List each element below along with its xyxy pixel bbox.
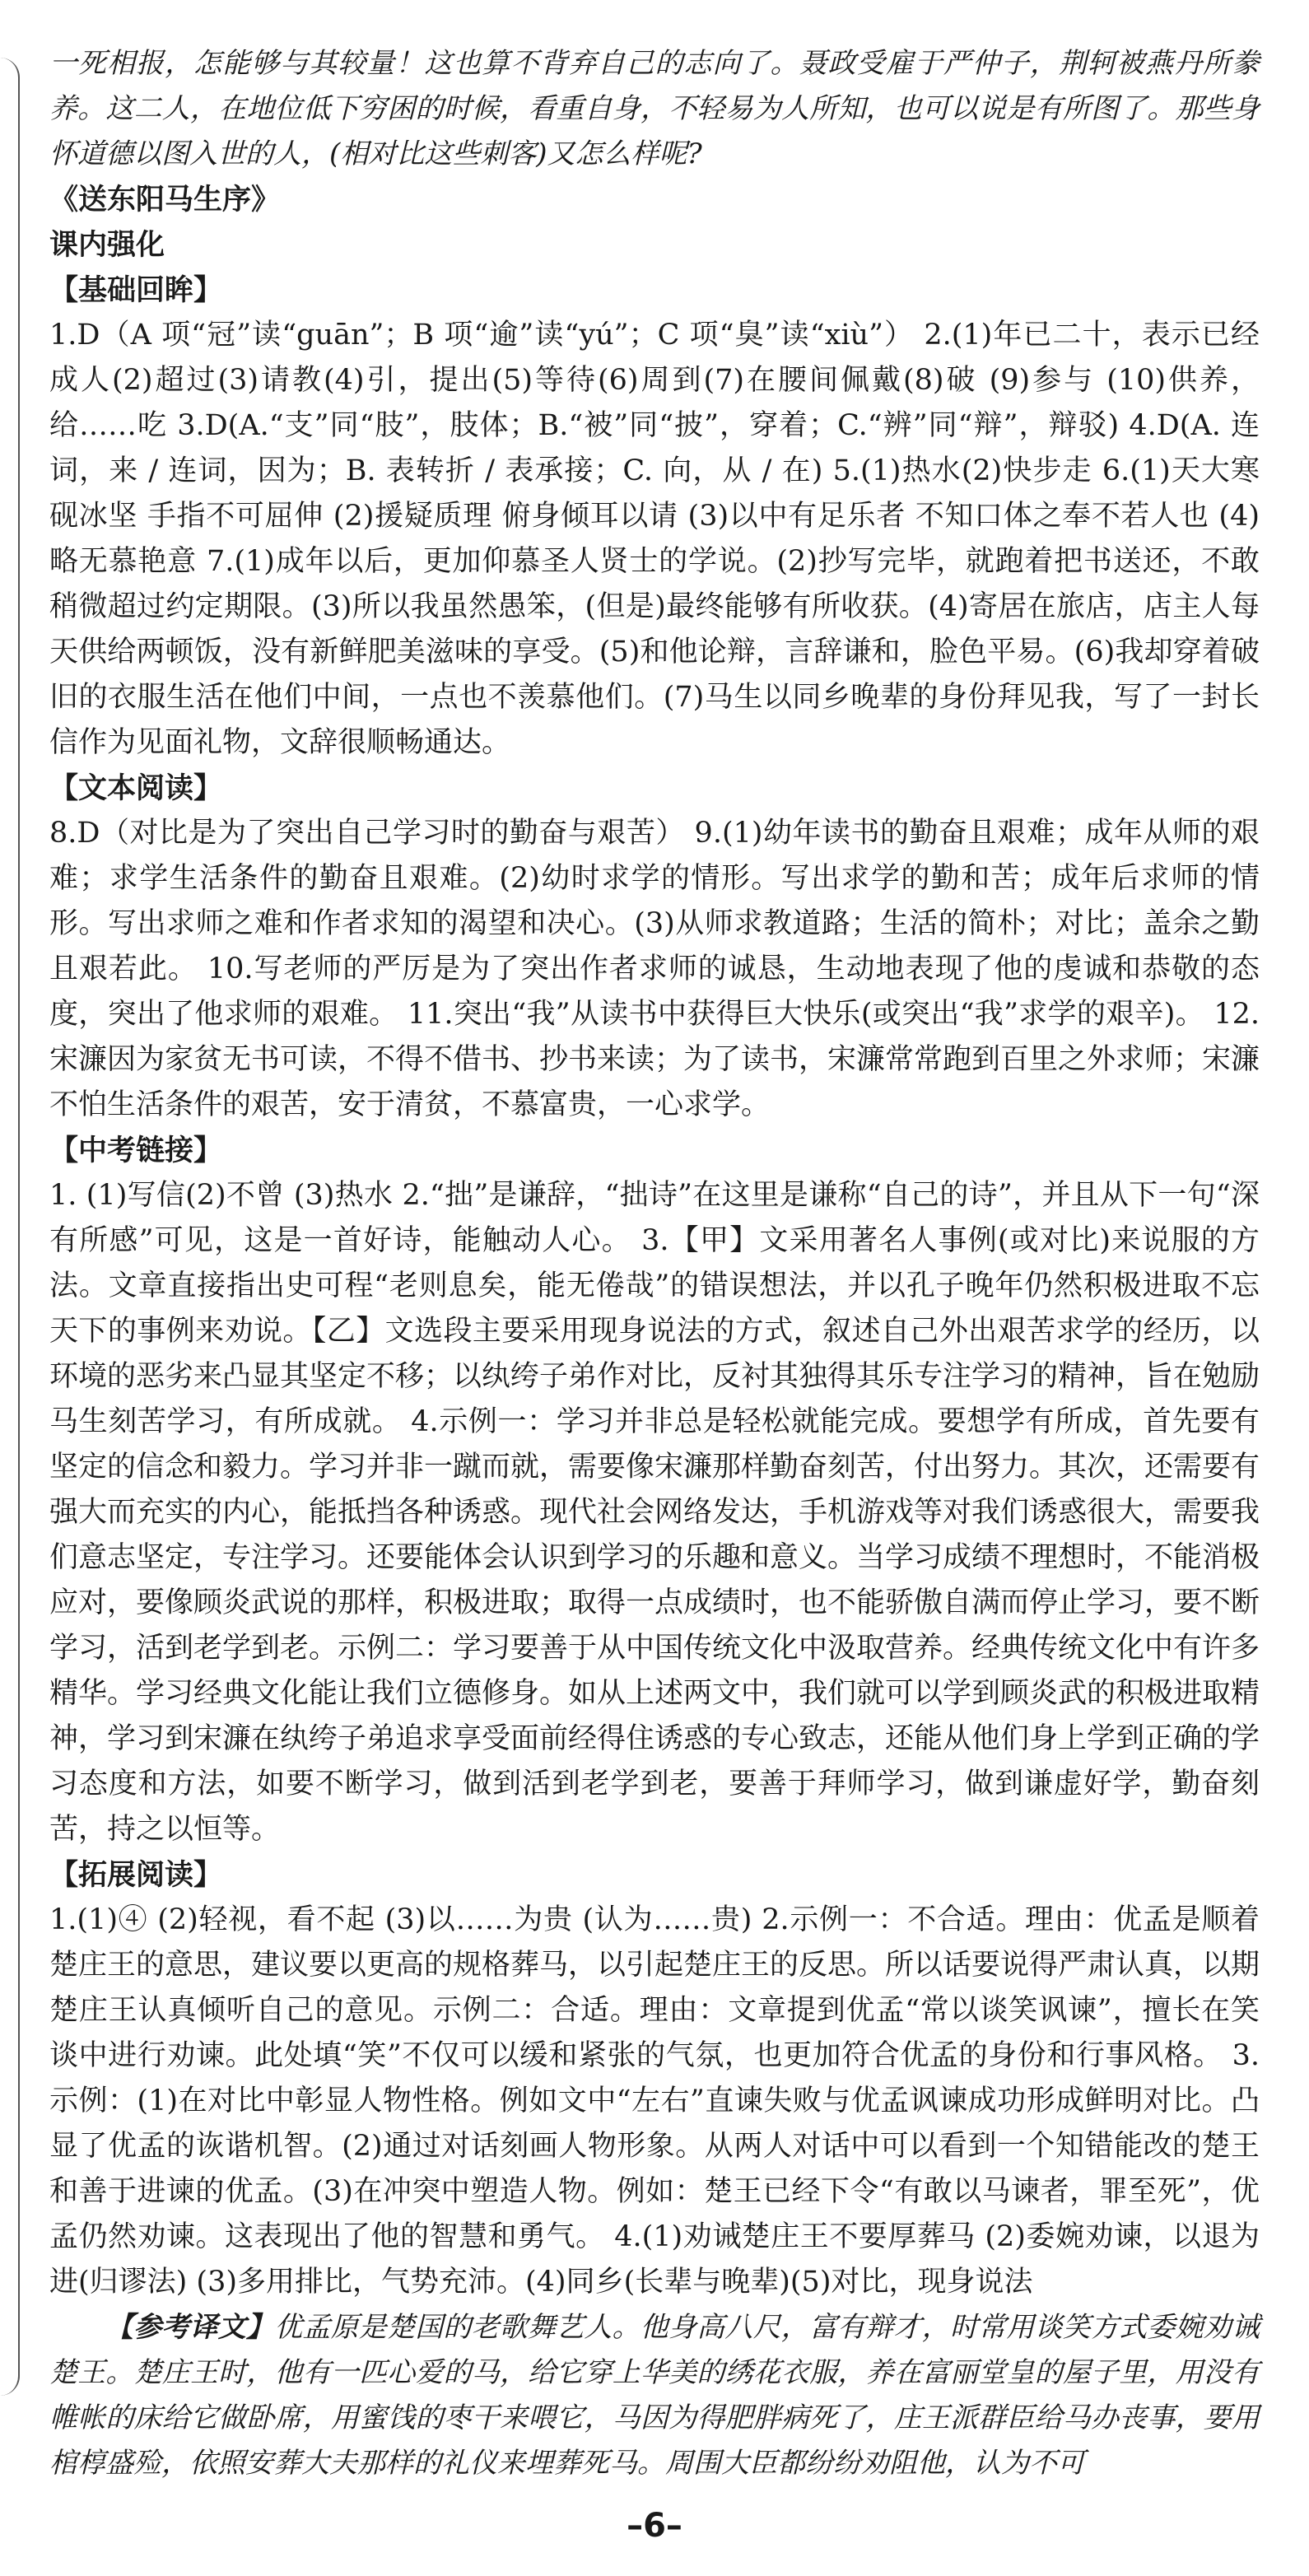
heading-text-reading: 【文本阅读】 — [49, 771, 223, 805]
reference-label: 【参考译文】 — [105, 2311, 275, 2344]
intro-translation: 一死相报，怎能够与其较量！这也算不背弃自己的志向了。聂政受雇于严仲子，荆轲被燕丹所豢养。这二人，在地位低下穷困的时候，看重自身，不轻易为人所知，也可以说是有所图了。那些身怀道德以图入世的人，(相对比这些刺客)又怎么样呢? — [49, 47, 1260, 170]
heading-exam-link: 【中考链接】 — [49, 1134, 223, 1167]
reference-text: 优孟原是楚国的老歌舞艺人。他身高八尺，富有辩才，时常用谈笑方式委婉劝诫楚王。楚庄王时，他有一匹心爱的马，给它穿上华美的绣花衣服，养在富丽堂皇的屋子里，用没有帷帐的床给它做卧席，用蜜饯的枣干来喂它，马因为得肥胖病死了，庄王派群臣给马办丧事，要用棺椁盛殓，依照安葬大夫那样的礼仪来埋葬死马。周围大臣都纷纷劝阻他，认为不可 — [49, 2311, 1260, 2480]
section-subtitle: 课内强化 — [49, 228, 165, 262]
article-title: 《送东阳马生序》 — [49, 183, 281, 217]
heading-basic-review: 【基础回眸】 — [49, 273, 223, 307]
answers-exam-link: 1. (1)写信(2)不曾 (3)热水 2.“拙”是谦辞，“拙诗”在这里是谦称“自己的诗”，并且从下一句“深有所感”可见，这是一首好诗，能触动人心。 3.【甲】文采用著名人事例(或对比)来说服的方法。文章直接指出史可程“老则息矣，能无倦哉”的错误想法，并以孔子晚年仍然积极进取不忘天下的事例来劝说。【乙】文选段主要采用现身说法的方式，叙述自己外出艰苦求学的经历，以环境的恶劣来凸显其坚定不移；以纨绔子弟作对比，反衬其独得其乐专注学习的精神，旨在勉励马生刻苦学习，有所成就。 4.示例一：学习并非总是轻松就能完成。要想学有所成，首先要有坚定的信念和毅力。学习并非一蹴而就，需要像宋濂那样勤奋刻苦，付出努力。其次，还需要有强大而充实的内心，能抵挡各种诱惑。现代社会网络发达，手机游戏等对我们诱惑很大，需要我们意志坚定，专注学习。还要能体会认识到学习的乐趣和意义。当学习成绩不理想时，不能消极应对，要像顾炎武说的那样，积极进取；取得一点成绩时，也不能骄傲自满而停止学习，要不断学习，活到老学到老。示例二：学习要善于从中国传统文化中汲取营养。经典传统文化中有许多精华。学习经典文化能让我们立德修身。如从上述两文中，我们就可以学到顾炎武的积极进取精神，学习到宋濂在纨绔子弟追求享受面前经得住诱惑的专心致志，还能从他们身上学到正确的学习态度和方法，如要不断学习，做到活到老学到老，要善于拜师学习，做到谦虚好学，勤奋刻苦，持之以恒等。 — [49, 1179, 1260, 1846]
page-content — [49, 41, 1260, 2486]
reference-translation — [49, 2305, 1260, 2486]
answers-basic-review: 1.D（A 项“冠”读“guān”；B 项“逾”读“yú”；C 项“臭”读“xiù”） 2.(1)年已二十，表示已经成人(2)超过(3)请教(4)引，提出(5)等待(6)周到(7)在腰间佩戴(8)破 (9)参与 (10)供养，给……吃 3.D(A.“支”同“肢”，肢体；B.“被”同“披”，穿着；C.“辨”同“辩”，辩驳) 4.D(A. 连词，来 / 连词，因为；B. 表转折 / 表承接；C. 向，从 / 在) 5.(1)热水(2)快步走 6.(1)天大寒 砚冰坚 手指不可屈伸 (2)援疑质理 俯身倾耳以请 (3)以中有足乐者 不知口体之奉不若人也 (4)略无慕艳意 7.(1)成年以后，更加仰慕圣人贤士的学说。(2)抄写完毕，就跑着把书送还，不敢稍微超过约定期限。(3)所以我虽然愚笨，(但是)最终能够有所收获。(4)寄居在旅店，店主人每天供给两顿饭，没有新鲜肥美滋味的享受。(5)和他论辩，言辞谦和，脸色平易。(6)我却穿着破旧的衣服生活在他们中间，一点也不羡慕他们。(7)马生以同乡晚辈的身份拜见我，写了一封长信作为见面礼物，文辞很顺畅通达。 — [49, 319, 1260, 759]
margin-bracket — [0, 58, 20, 2396]
answers-extended-reading: 1.(1)④ (2)轻视，看不起 (3)以……为贵 (认为……贵) 2.示例一：不合适。理由：优孟是顺着楚庄王的意思，建议要以更高的规格葬马，以引起楚庄王的反思。所以话要说得严肃认真，以期楚庄王认真倾听自己的意见。示例二：合适。理由：文章提到优孟“常以谈笑讽谏”，擅长在笑谈中进行劝谏。此处填“笑”不仅可以缓和紧张的气氛，也更加符合优孟的身份和行事风格。 3.示例：(1)在对比中彰显人物性格。例如文中“左右”直谏失败与优孟讽谏成功形成鲜明对比。凸显了优孟的诙谐机智。(2)通过对话刻画人物形象。从两人对话中可以看到一个知错能改的楚王和善于进谏的优孟。(3)在冲突中塑造人物。例如：楚王已经下令“有敢以马谏者，罪至死”，优孟仍然劝谏。这表现出了他的智慧和勇气。 4.(1)劝诫楚庄王不要厚葬马 (2)委婉劝谏，以退为进(归谬法) (3)多用排比，气势充沛。(4)同乡(长辈与晚辈)(5)对比，现身说法 — [49, 1903, 1260, 2299]
answers-text-reading: 8.D（对比是为了突出自己学习时的勤奋与艰苦） 9.(1)幼年读书的勤奋且艰难；成年从师的艰难；求学生活条件的勤奋且艰难。(2)幼时求学的情形。写出求学的勤和苦；成年后求师的情形。写出求师之难和作者求知的渴望和决心。(3)从师求教道路；生活的简朴；对比；盖余之勤且艰若此。 10.写老师的严厉是为了突出作者求师的诚恳，生动地表现了他的虔诚和恭敬的态度，突出了他求师的艰难。 11.突出“我”从读书中获得巨大快乐(或突出“我”求学的艰辛)。 12.宋濂因为家贫无书可读，不得不借书、抄书来读；为了读书，宋濂常常跑到百里之外求师；宋濂不怕生活条件的艰苦，安于清贫，不慕富贵，一心求学。 — [49, 817, 1260, 1121]
page-number: –6– — [627, 2507, 682, 2545]
heading-extended-reading: 【拓展阅读】 — [49, 1858, 223, 1892]
